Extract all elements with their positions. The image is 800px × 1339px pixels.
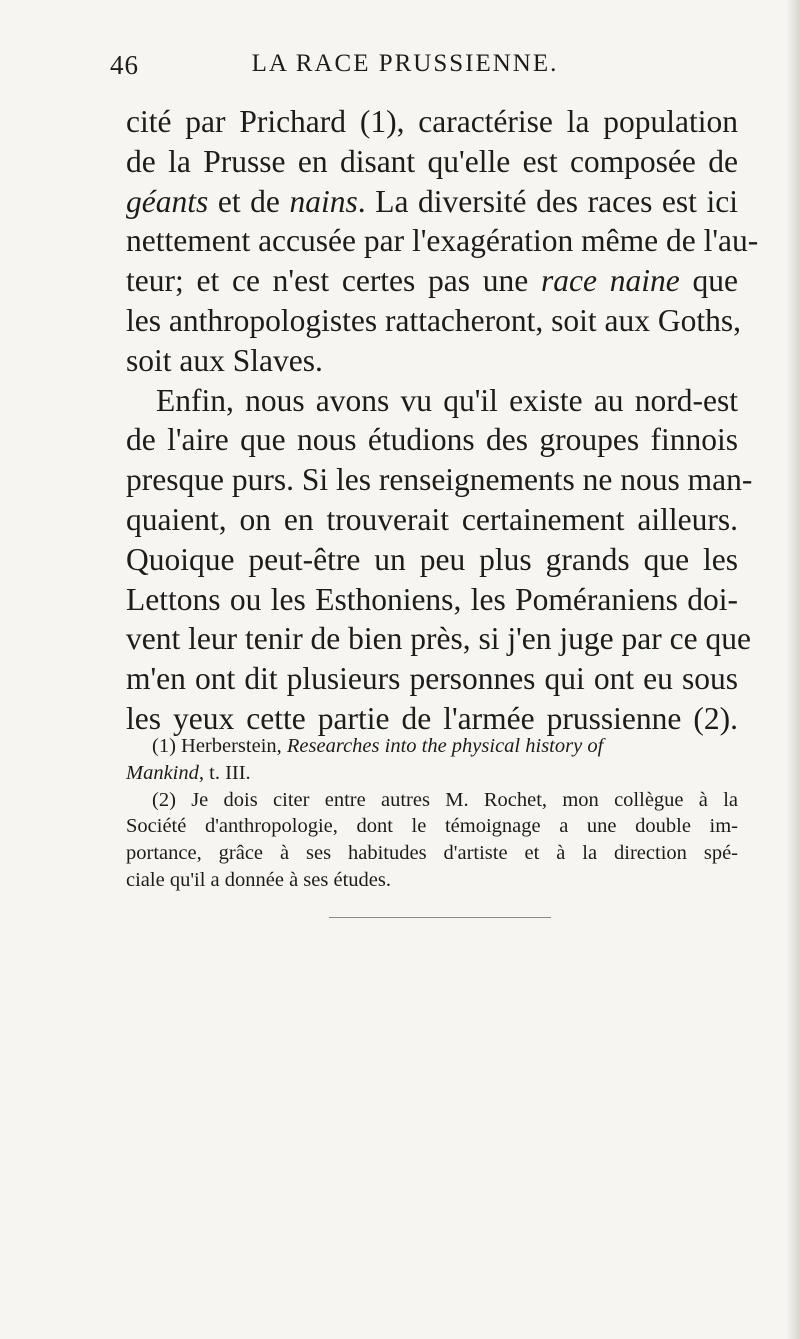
main-text (126, 102, 759, 739)
footnote-1: (1) Herberstein, Researches into the physical history of (152, 735, 604, 757)
text-line: géants et de nains. La diversité des races est ici (126, 183, 738, 219)
page-header (110, 50, 740, 90)
footnote-2: (2) Je dois citer entre autres M. Rochet, mon collègue à la (152, 788, 738, 811)
footnote-2-cont: ciale qu'il a donnée à ses études. (126, 868, 391, 891)
page-edge-shadow (786, 0, 800, 1339)
text-line: de l'aire que nous étudions des groupes finnois (126, 422, 738, 458)
italic-term: nains (289, 183, 358, 219)
text-line: vent leur tenir de bien près, si j'en juge par ce que (126, 621, 751, 657)
footnote-2-cont: Société d'anthropologie, dont le témoignage a une double im- (126, 815, 738, 838)
footnote-2-cont: portance, grâce à ses habitudes d'artiste et à la direction spé- (126, 842, 738, 865)
text-line: m'en ont dit plusieurs personnes qui ont eu sous (126, 661, 738, 697)
italic-term: race naine (541, 263, 680, 299)
divider-rule (329, 917, 551, 918)
italic-term: géants (126, 183, 209, 219)
text-line: Quoique peut-être un peu plus grands que les (126, 541, 738, 577)
page-number: 46 (110, 50, 139, 80)
italic-title: Mankind (126, 761, 199, 784)
running-title: LA RACE PRUSSIENNE. (251, 50, 559, 77)
text-line: les anthropologistes rattacheront, soit aux Goths, (126, 302, 742, 338)
footnote-1-cont: Mankind, t. III. (126, 761, 251, 784)
text-line: quaient, on en trouverait certainement ailleurs. (126, 501, 738, 537)
text-line: presque purs. Si les renseignements ne nous man- (126, 462, 753, 498)
text-line: soit aux Slaves. (126, 342, 323, 378)
text-line: teur; et ce n'est certes pas une race naine que (126, 263, 738, 299)
italic-title: Researches into the physical history of (286, 735, 604, 757)
text-line: cité par Prichard (1), caractérise la population (126, 104, 738, 139)
footnotes (126, 733, 738, 894)
text-line: nettement accusée par l'exagération même de l'au- (126, 223, 759, 259)
text-line: Enfin, nous avons vu qu'il existe au nord-est (156, 382, 738, 418)
text-line: les yeux cette partie de l'armée prussienne (2). (126, 700, 738, 736)
text-line: Lettons ou les Esthoniens, les Poméraniens doi- (126, 581, 738, 617)
text-line: de la Prusse en disant qu'elle est composée de (126, 143, 738, 179)
